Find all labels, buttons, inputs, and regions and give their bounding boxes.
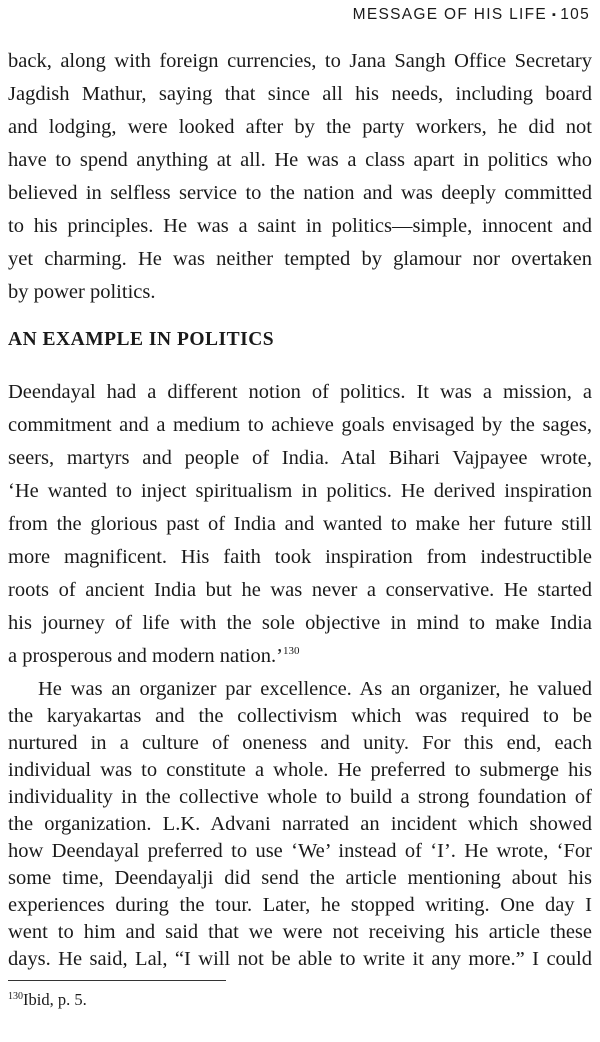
paragraph-line: He was an organizer par excellence. As an organizer, he valued <box>38 678 592 700</box>
continued-paragraph-line: by power politics. <box>8 281 156 303</box>
continued-paragraph-line: believed in selfless service to the nation and was deeply committed <box>8 182 592 204</box>
running-title: MESSAGE OF HIS LIFE <box>352 6 548 23</box>
paragraph-line: Deendayal had a different notion of politics. It was a mission, a <box>8 381 592 403</box>
paragraph-line: more magnificent. His faith took inspiration from indestructible <box>8 546 592 568</box>
footnote <box>8 988 87 1012</box>
paragraph-line: days. He said, Lal, “I will not be able to write it any more.” I could <box>8 948 592 970</box>
paragraph-line: ‘He wanted to inject spiritualism in politics. He derived inspiration <box>8 480 592 502</box>
paragraph-line: individual was to constitute a whole. He preferred to submerge his <box>8 759 592 781</box>
continued-paragraph-line: and lodging, were looked after by the party workers, he did not <box>8 116 592 138</box>
paragraph-line: the organization. L.K. Advani narrated an incident which showed <box>8 813 592 835</box>
running-header <box>353 4 590 27</box>
paragraph-line: some time, Deendayalji did send the article mentioning about his <box>8 867 592 889</box>
paragraph-line: how Deendayal preferred to use ‘We’ instead of ‘I’. He wrote, ‘For <box>8 840 592 862</box>
continued-paragraph-line: Jagdish Mathur, saying that since all his needs, including board <box>8 83 592 105</box>
continued-paragraph-line: to his principles. He was a saint in politics—simple, innocent and <box>8 215 592 237</box>
paragraph-line: nurtured in a culture of oneness and unity. For this end, each <box>8 732 592 754</box>
continued-paragraph-line: yet charming. He was neither tempted by glamour nor overtaken <box>8 248 592 270</box>
paragraph-last-line <box>8 641 592 671</box>
paragraph-line: the karyakartas and the collectivism which was required to be <box>8 705 592 727</box>
paragraph-line: commitment and a medium to achieve goals envisaged by the sages, <box>8 414 592 436</box>
footnote-text: Ibid, p. 5. <box>23 990 87 1009</box>
paragraph-line: his journey of life with the sole objective in mind to make India <box>8 612 592 634</box>
section-heading: AN EXAMPLE IN POLITICS <box>8 329 275 350</box>
continued-paragraph-line: have to spend anything at all. He was a class apart in politics who <box>8 149 592 171</box>
footnote-divider <box>8 980 226 981</box>
page-number: 105 <box>560 6 590 23</box>
footnote-number: 130 <box>8 991 23 1002</box>
paragraph-last-line-text: a prosperous and modern nation.’ <box>8 645 283 667</box>
paragraph-line: roots of ancient India but he was never a conservative. He started <box>8 579 592 601</box>
paragraph-line: from the glorious past of India and wanted to make her future still <box>8 513 592 535</box>
paragraph-line: went to him and said that we were not receiving his article these <box>8 921 592 943</box>
paragraph-line: individuality in the collective whole to build a strong foundation of <box>8 786 592 808</box>
paragraph-line: experiences during the tour. Later, he stopped writing. One day I <box>8 894 592 916</box>
continued-paragraph-line: back, along with foreign currencies, to Jana Sangh Office Secretary <box>8 50 592 72</box>
footnote-reference: 130 <box>282 645 300 657</box>
paragraph-line: seers, martyrs and people of India. Atal Bihari Vajpayee wrote, <box>8 447 592 469</box>
header-separator: ▪ <box>552 9 558 21</box>
